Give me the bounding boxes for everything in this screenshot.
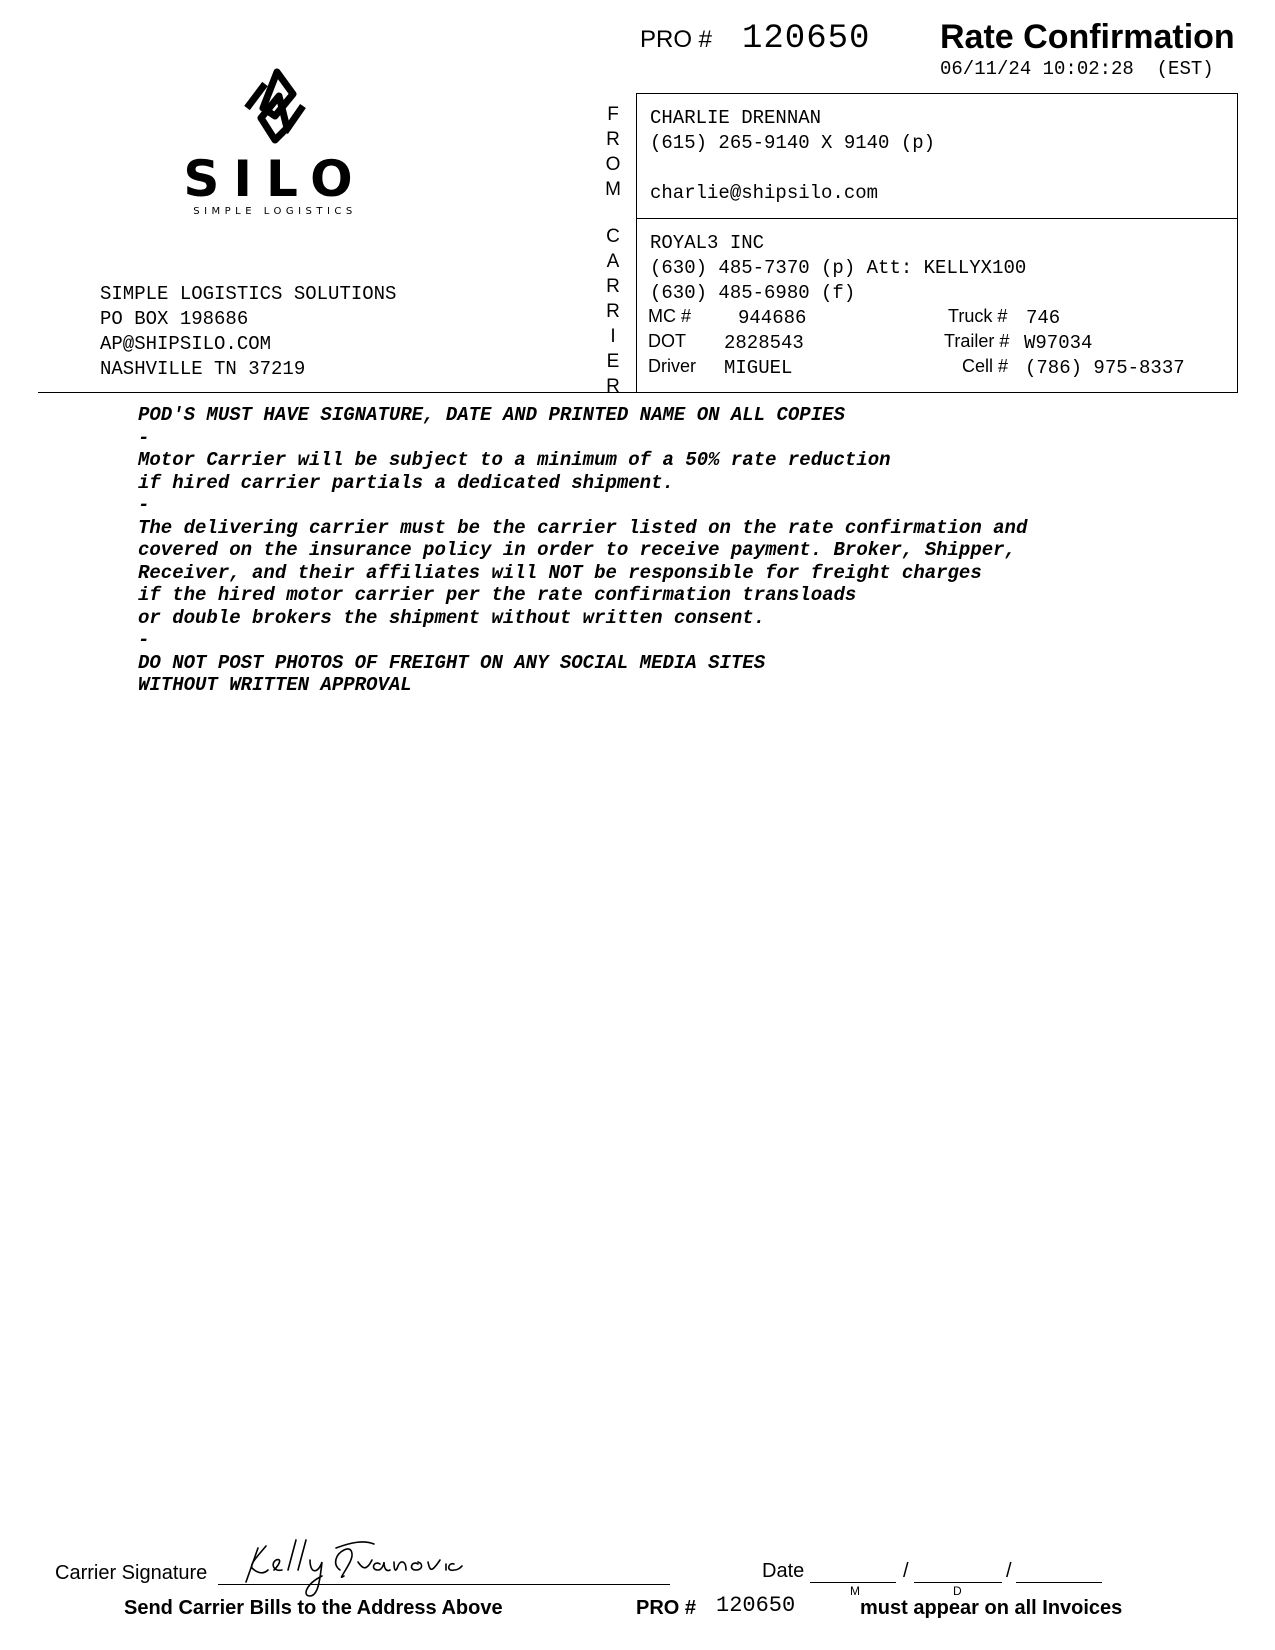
from-contact-name: CHARLIE DRENNAN (650, 107, 822, 129)
broker-address-block (100, 282, 396, 382)
driver-value: MIGUEL (724, 357, 793, 379)
contact-box-divider (636, 218, 1238, 219)
carrier-name: ROYAL3 INC (650, 232, 765, 254)
pro-number-value: 120650 (742, 20, 871, 58)
logo-wordmark: SILO (183, 150, 367, 208)
signature-line[interactable] (218, 1584, 670, 1585)
broker-po-box: PO BOX 198686 (100, 308, 249, 330)
from-letter: R (606, 129, 620, 150)
silo-logo (175, 68, 375, 218)
terms-notes: POD'S MUST HAVE SIGNATURE, DATE AND PRINTED NAME ON ALL COPIES - Motor Carrier will be subject to a minimum of a 50% rate reduction if hired carrier partials a dedicated shipment. - The delivering carrier must be the carrier listed on the rate confirmation and covered on the insurance policy in order to receive payment. Broker, Shipper, Receiver, and their affiliates will NOT be responsible for freight charges if the hired motor carrier per the rate confirmation transloads or double brokers the shipment without written consent. - DO NOT POST PHOTOS OF FREIGHT ON ANY SOCIAL MEDIA SITES WITHOUT WRITTEN APPROVAL (138, 404, 1028, 696)
from-letter: F (607, 104, 619, 125)
broker-email: AP@SHIPSILO.COM (100, 333, 272, 355)
date-day-caption: D (953, 1584, 962, 1598)
date-month-caption: M (850, 1584, 860, 1598)
footer-pro-value: 120650 (716, 1593, 796, 1618)
carrier-signature-image (232, 1530, 502, 1600)
cell-value: (786) 975-8337 (1025, 357, 1185, 379)
from-letter: M (605, 179, 621, 200)
carrier-vertical-label (600, 224, 626, 399)
date-month-field[interactable] (810, 1582, 896, 1583)
dot-value: 2828543 (724, 332, 804, 354)
from-vertical-label (600, 102, 626, 202)
document-timestamp: 06/11/24 10:02:28 (EST) (940, 58, 1214, 80)
carrier-letter: A (606, 251, 620, 272)
trailer-label: Trailer # (944, 331, 1010, 351)
broker-city: NASHVILLE TN 37219 (100, 358, 306, 380)
carrier-fax: (630) 485-6980 (f) (650, 282, 856, 304)
carrier-letter: I (610, 326, 616, 347)
handwritten-signature-icon (232, 1530, 502, 1600)
date-separator: / (1006, 1560, 1012, 1582)
header-divider (38, 392, 1238, 393)
carrier-signature-label: Carrier Signature (55, 1562, 208, 1584)
carrier-letter: R (606, 376, 620, 397)
carrier-letter: E (606, 351, 620, 372)
send-bills-note: Send Carrier Bills to the Address Above (124, 1597, 503, 1619)
date-label: Date (762, 1560, 805, 1582)
date-year-field[interactable] (1016, 1582, 1102, 1583)
logo-tagline: SIMPLE LOGISTICS (193, 206, 357, 217)
mc-value: 944686 (738, 307, 807, 329)
from-letter: O (605, 154, 621, 175)
dot-label: DOT (648, 331, 686, 351)
from-contact-phone: (615) 265-9140 X 9140 (p) (650, 132, 936, 154)
pro-number-label: PRO # (640, 26, 713, 53)
mc-label: MC # (648, 306, 692, 326)
date-separator: / (903, 1560, 909, 1582)
carrier-phone: (630) 485-7370 (p) Att: KELLYX100 (650, 257, 1027, 279)
carrier-letter: R (606, 276, 620, 297)
driver-label: Driver (648, 356, 696, 376)
date-day-field[interactable] (914, 1582, 1002, 1583)
cell-label: Cell # (962, 356, 1009, 376)
document-title: Rate Confirmation (940, 18, 1235, 56)
truck-label: Truck # (948, 306, 1008, 326)
footer-pro-label: PRO # (636, 1597, 697, 1619)
silo-logo-mark-icon (175, 68, 375, 218)
truck-value: 746 (1026, 307, 1061, 329)
broker-name: SIMPLE LOGISTICS SOLUTIONS (100, 283, 397, 305)
carrier-letter: C (606, 226, 620, 247)
invoice-note: must appear on all Invoices (860, 1597, 1123, 1619)
from-contact-email: charlie@shipsilo.com (650, 182, 879, 204)
trailer-value: W97034 (1024, 332, 1093, 354)
carrier-letter: R (606, 301, 620, 322)
